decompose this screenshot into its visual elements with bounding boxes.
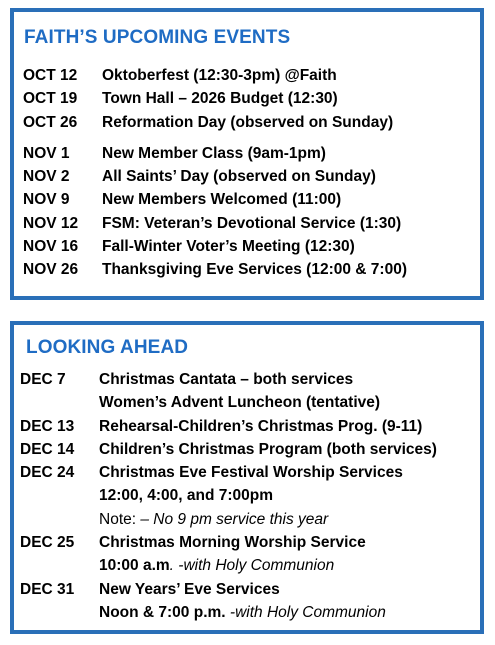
event-date: DEC 24 — [20, 464, 75, 482]
event-row — [23, 111, 480, 134]
event-desc: Children’s Christmas Program (both services) — [99, 440, 437, 458]
event-desc: Women’s Advent Luncheon (tentative) — [99, 394, 381, 412]
event-date: NOV 9 — [23, 191, 70, 209]
event-row — [23, 142, 480, 165]
upcoming-events-box — [10, 8, 484, 300]
event-desc: Christmas Eve Festival Worship Services — [99, 464, 403, 482]
event-date: OCT 26 — [23, 113, 78, 131]
event-row — [23, 212, 480, 235]
event-date: DEC 31 — [20, 580, 75, 598]
looking-ahead-title: LOOKING AHEAD — [26, 337, 189, 358]
event-desc: Fall-Winter Voter’s Meeting (12:30) — [102, 238, 355, 256]
event-detail: -with Holy Communion — [225, 603, 386, 621]
event-desc: Thanksgiving Eve Services (12:00 & 7:00) — [102, 261, 407, 279]
event-desc: Rehearsal-Children’s Christmas Prog. (9-11) — [99, 417, 423, 435]
event-desc — [99, 554, 334, 577]
event-date: NOV 12 — [23, 214, 79, 232]
event-date: DEC 14 — [20, 440, 75, 458]
event-row-continued — [20, 554, 480, 577]
event-row — [23, 188, 480, 211]
event-note-row — [20, 508, 480, 531]
note-text: – No 9 pm service this year — [140, 510, 329, 528]
event-row — [23, 258, 480, 281]
event-date: DEC 13 — [20, 417, 75, 435]
event-row — [20, 438, 480, 461]
event-desc: Christmas Morning Worship Service — [99, 534, 366, 552]
event-desc: All Saints’ Day (observed on Sunday) — [102, 168, 376, 186]
event-desc: Town Hall – 2026 Budget (12:30) — [102, 90, 338, 108]
looking-ahead-box — [10, 321, 484, 634]
note-label: Note: — [99, 510, 141, 528]
event-date: NOV 16 — [23, 238, 79, 256]
event-desc: New Years’ Eve Services — [99, 580, 280, 598]
event-row — [23, 64, 480, 87]
event-date: NOV 1 — [23, 144, 70, 162]
event-desc: 12:00, 4:00, and 7:00pm — [99, 487, 274, 505]
upcoming-events-title: FAITH’S UPCOMING EVENTS — [24, 27, 291, 48]
event-date: DEC 25 — [20, 534, 75, 552]
event-time: 10:00 a.m — [99, 557, 170, 575]
event-note — [99, 508, 328, 531]
event-time: Noon & 7:00 p.m. — [99, 603, 226, 621]
upcoming-events-list — [23, 64, 480, 282]
event-desc: Reformation Day (observed on Sunday) — [102, 113, 394, 131]
event-desc — [99, 601, 386, 624]
event-row — [20, 461, 480, 484]
event-desc: New Member Class (9am-1pm) — [102, 144, 326, 162]
group-spacer — [23, 134, 480, 142]
event-row — [20, 368, 480, 391]
event-row-continued — [20, 391, 480, 414]
event-date: OCT 19 — [23, 90, 78, 108]
event-date: NOV 2 — [23, 168, 70, 186]
event-date: OCT 12 — [23, 67, 78, 84]
event-row-continued — [20, 484, 480, 507]
event-row — [20, 578, 480, 601]
event-row — [20, 531, 480, 554]
event-detail: . -with Holy Communion — [169, 557, 335, 575]
event-row — [23, 235, 480, 258]
event-date: DEC 7 — [20, 371, 66, 388]
event-row — [20, 415, 480, 438]
event-row-continued — [20, 601, 480, 624]
event-desc: New Members Welcomed (11:00) — [102, 191, 342, 209]
event-desc: FSM: Veteran’s Devotional Service (1:30) — [102, 214, 402, 232]
event-desc: Christmas Cantata – both services — [99, 371, 354, 388]
event-desc: Oktoberfest (12:30-3pm) @Faith — [102, 67, 337, 84]
event-date: NOV 26 — [23, 261, 79, 279]
event-row — [23, 165, 480, 188]
event-row — [23, 87, 480, 110]
looking-ahead-list — [20, 368, 480, 624]
